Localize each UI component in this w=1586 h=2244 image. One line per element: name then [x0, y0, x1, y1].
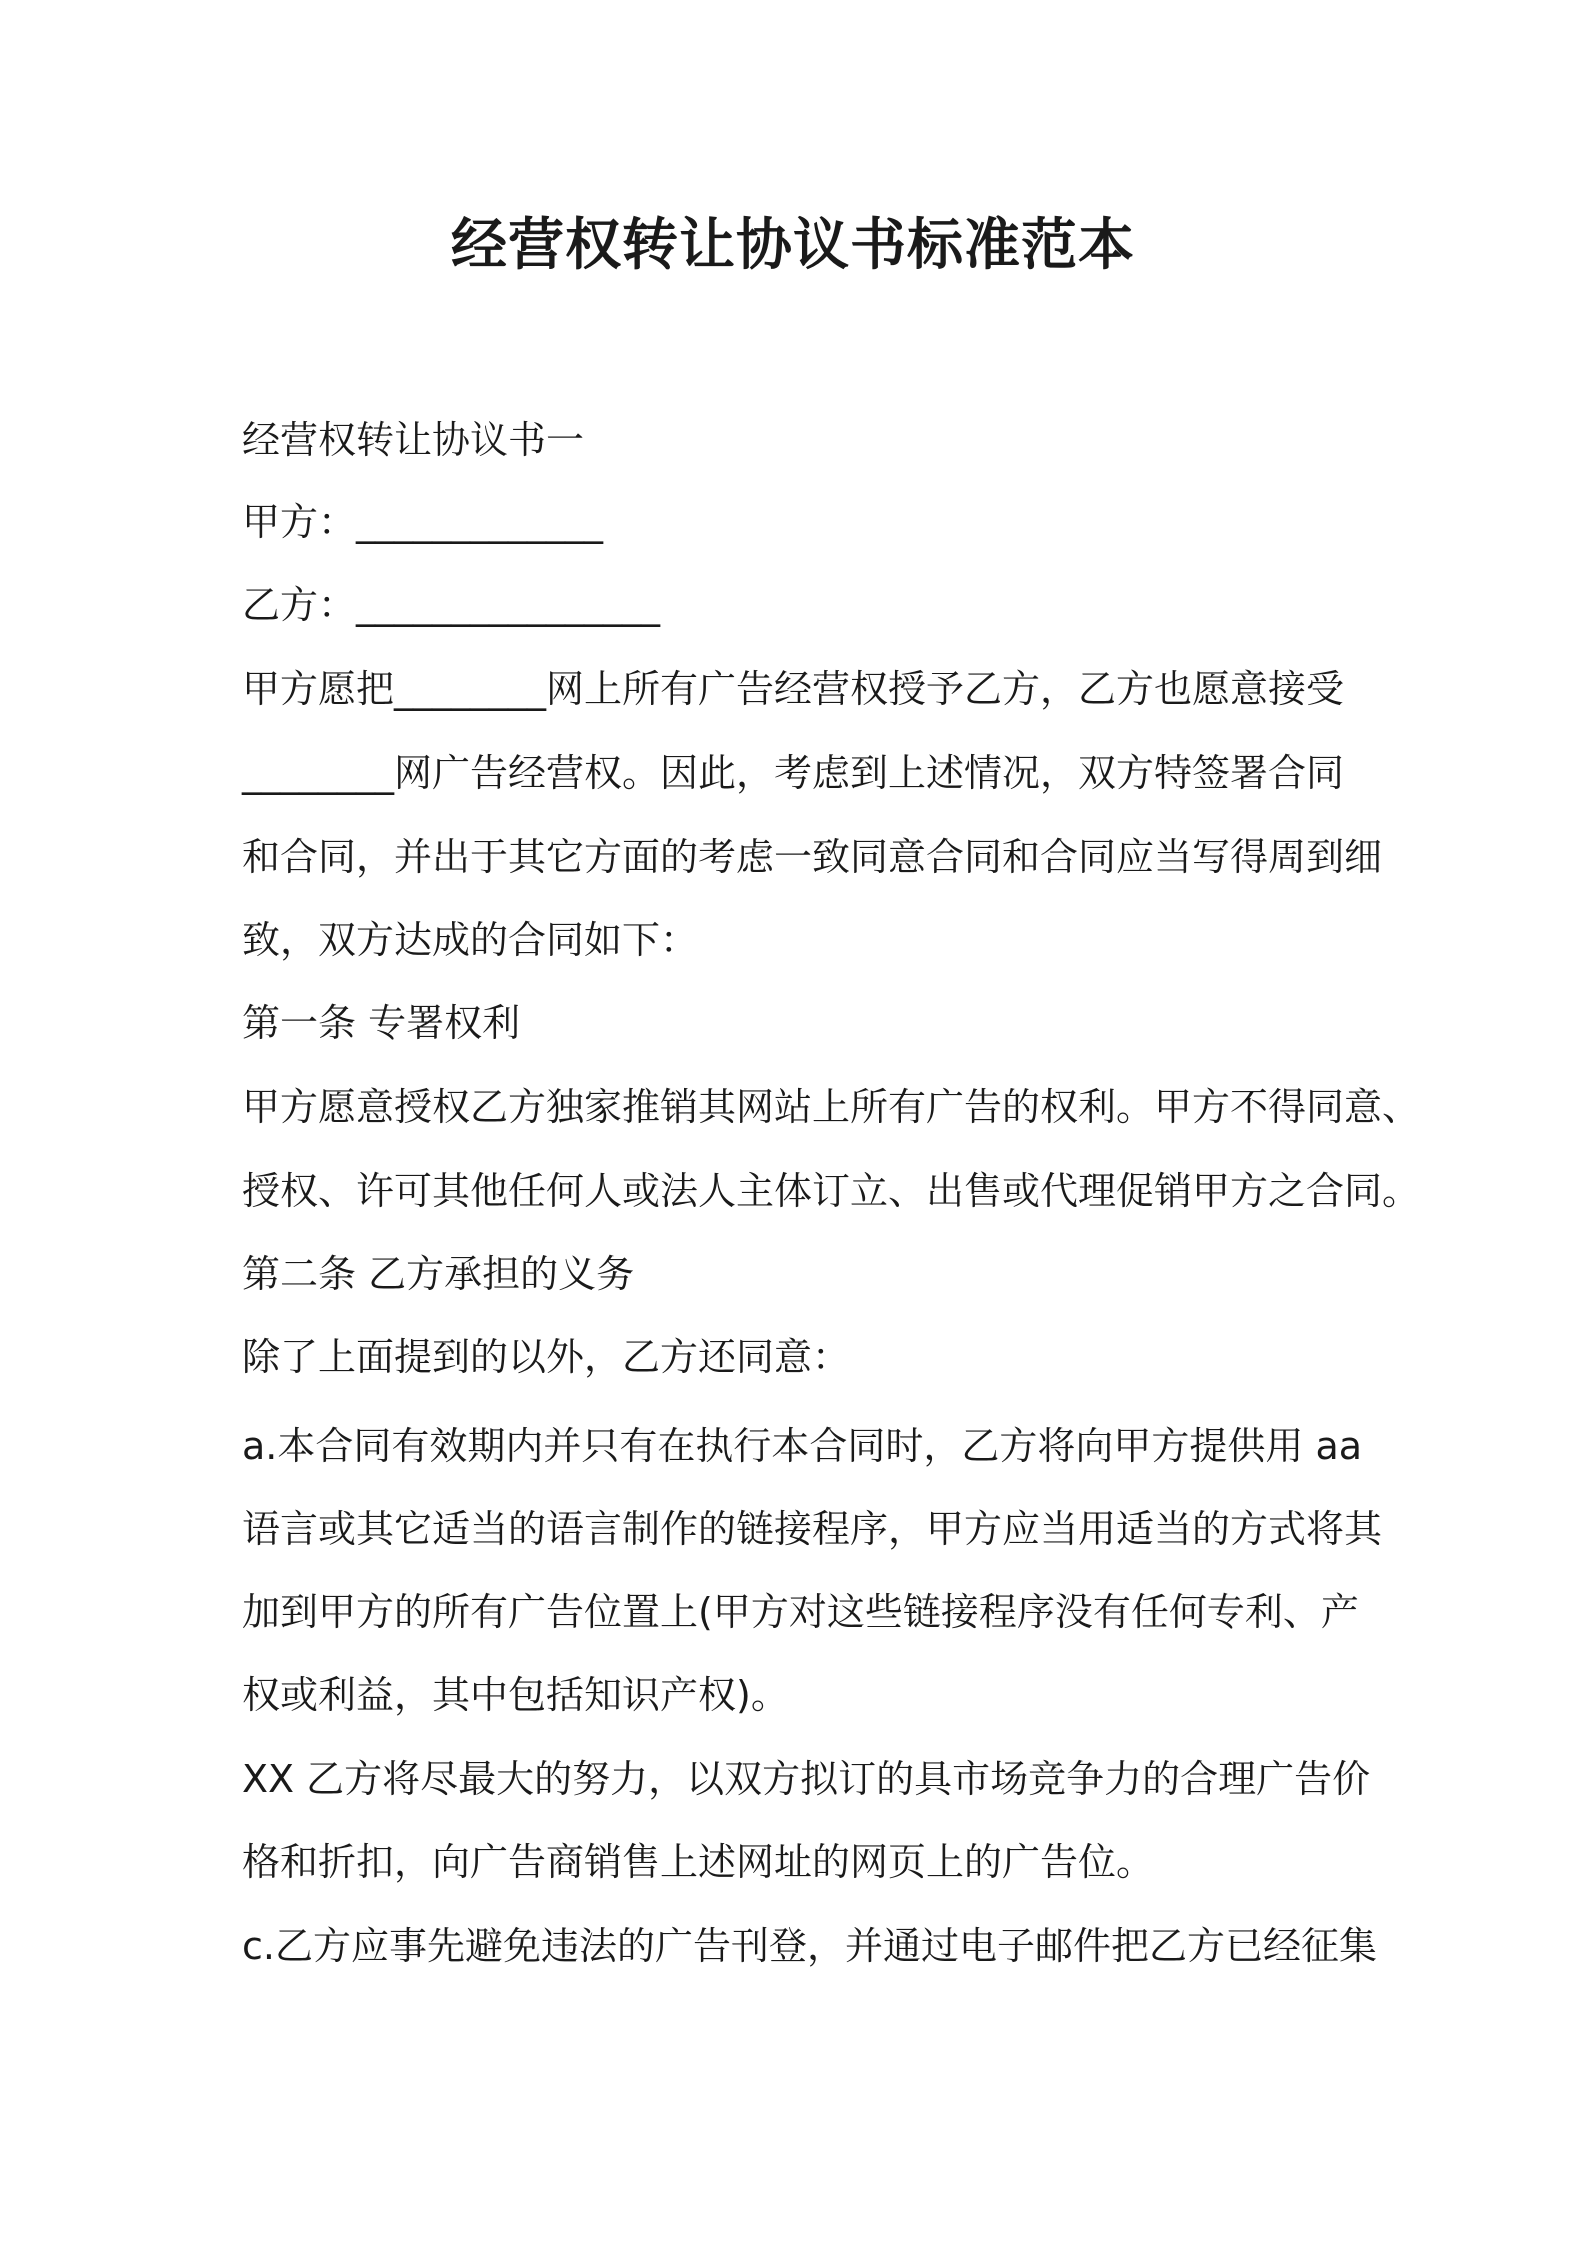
body-line: a.本合同有效期内并只有在执行本合同时，乙方将向甲方提供用 aa [242, 1424, 1363, 1468]
party-a-line: 甲方：_____________ [242, 500, 604, 544]
body-line: c.乙方应事先避免违法的广告刊登，并通过电子邮件把乙方已经征集 [242, 1924, 1377, 1968]
body-line: 格和折扣，向广告商销售上述网址的网页上的广告位。 [242, 1840, 1155, 1884]
article-heading: 第二条 乙方承担的义务 [242, 1252, 635, 1296]
body-line: ________网广告经营权。因此，考虑到上述情况，双方特签署合同 [242, 751, 1345, 795]
body-line: 致，双方达成的合同如下： [242, 918, 699, 962]
body-line: 除了上面提到的以外，乙方还同意： [242, 1335, 851, 1379]
body-line: 甲方愿把________网上所有广告经营权授予乙方，乙方也愿意接受 [242, 667, 1345, 711]
body-line: XX 乙方将尽最大的努力，以双方拟订的具市场竞争力的合理广告价 [242, 1757, 1371, 1801]
body-line: 语言或其它适当的语言制作的链接程序，甲方应当用适当的方式将其 [242, 1507, 1383, 1551]
article-heading: 第一条 专署权利 [242, 1001, 521, 1045]
subtitle-line: 经营权转让协议书一 [242, 418, 585, 462]
body-line: 授权、许可其他任何人或法人主体订立、出售或代理促销甲方之合同。 [242, 1169, 1421, 1213]
party-b-line: 乙方：________________ [242, 583, 661, 627]
body-line: 和合同，并出于其它方面的考虑一致同意合同和合同应当写得周到细 [242, 835, 1383, 879]
body-line: 加到甲方的所有广告位置上(甲方对这些链接程序没有任何专利、产 [242, 1590, 1359, 1634]
body-line: 甲方愿意授权乙方独家推销其网站上所有广告的权利。甲方不得同意、 [242, 1085, 1421, 1129]
document-title: 经营权转让协议书标准范本 [451, 213, 1135, 278]
body-line: 权或利益，其中包括知识产权)。 [242, 1673, 789, 1717]
